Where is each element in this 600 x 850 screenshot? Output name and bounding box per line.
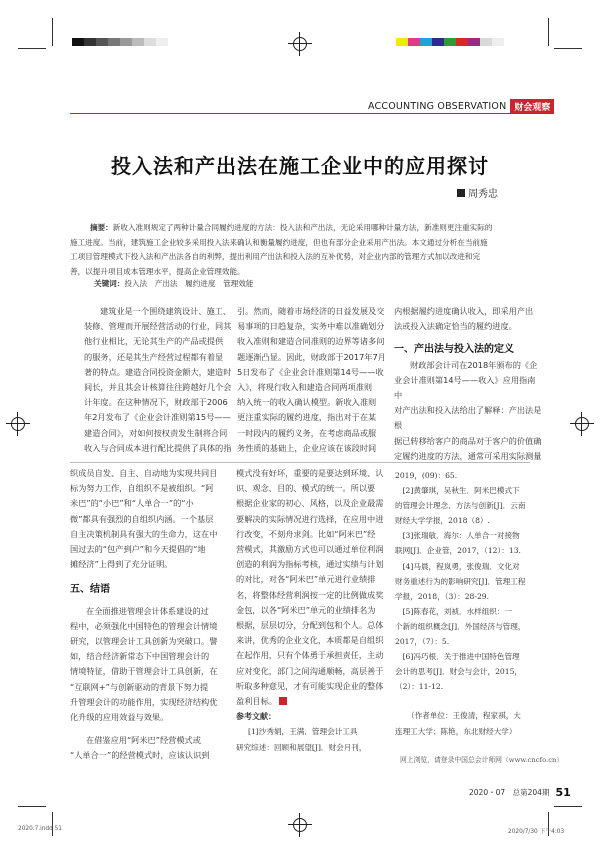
body-line: 听取多种意见，才有可能实现企业的整体	[236, 680, 384, 691]
references-title: 参考文献：	[236, 712, 276, 722]
body-line: 装修、管理而开展经营活动的行业，同其	[84, 321, 232, 332]
reference-line: [1]沙秀娟，王满．管理会计工具	[248, 727, 358, 737]
body-line: “人单合一”的经营模式时，应该认识到	[70, 750, 210, 761]
body-line: 的对比，对各“阿米巴”单元进行业绩排	[236, 574, 376, 585]
reference-line: 的管理会计理念、方法与创新[J]．云南	[395, 501, 526, 511]
body-line: 创造的利润为指标考核，通过实绩与计划	[236, 559, 384, 570]
reference-line: [4]马晨，程岚勇，张俊瑞．文化对	[395, 561, 520, 571]
body-line: 建造合同》，对如何按权责发生制将合同	[84, 427, 228, 438]
body-line: 升管理会计的功能作用，实现经济结构优	[70, 696, 218, 707]
body-line	[236, 694, 388, 709]
reference-line: 2019，(09)：65.	[395, 471, 458, 480]
crop-mark	[548, 18, 549, 46]
upper-column-2	[237, 304, 387, 456]
body-line: 要解决的实际情况进行选择，在应用中进	[236, 513, 384, 524]
square-bullet-icon	[457, 189, 465, 197]
body-line: 微”都具有强烈的自组织内涵。一个基层	[70, 513, 214, 524]
body-line: “互联网+”与创新驱动的背景下努力提	[70, 681, 209, 692]
body-line: 化升级的应用效益与效果。	[70, 712, 169, 723]
body-line: 根据企业家的初心、风格，以及企业最需	[236, 498, 384, 509]
upper-column-1	[84, 304, 232, 456]
color-bar	[396, 38, 504, 46]
registration-mark-icon	[6, 412, 30, 436]
abstract-line: 善，以提升项目成本管理水平，提高企业管理效能。	[70, 266, 245, 276]
registration-mark-icon	[288, 813, 312, 837]
references-list	[236, 724, 388, 754]
body-line: 情境特征，借助于管理会计工具创新，在	[70, 666, 218, 677]
body-line: 收入与合同成本进行配比提供了具体的指	[84, 442, 232, 453]
body-line: 易事项的日趋复杂，实务中难以准确划分	[237, 321, 385, 332]
body-line: 建筑业是一个围绕建筑设计、施工、	[100, 306, 232, 316]
body-line: 来讲，优秀的企业文化，本质都是自组织	[236, 635, 384, 646]
body-line: 国过去的“包产到户”和今天提倡的“地	[70, 544, 206, 555]
print-slug-right: 2020/7/30 下午4:03	[508, 829, 565, 835]
issue-info: 2020・07 总第204期	[469, 788, 550, 797]
lower-column-1	[70, 466, 230, 764]
section-divider	[70, 462, 530, 463]
author-line	[457, 185, 498, 200]
body-line: 引。然而，随着市场经济的日益发展及交	[237, 306, 385, 316]
body-line: 应对变化，部门之间沟通顺畅，高层善于	[236, 665, 384, 676]
body-line: 金包，以各“阿米巴”单元的业绩排名为	[236, 604, 376, 615]
body-line: 在借鉴应用“阿米巴”经营模式或	[86, 735, 201, 746]
crop-mark	[18, 806, 46, 807]
reference-line: （2）：11-12.	[395, 682, 444, 692]
reference-line: 研究综述：回顾和展望[J]．财会月刊，	[236, 742, 367, 752]
reference-line: 财经大学学报，2018（8）.	[395, 516, 490, 526]
reference-line: 个新的组织概念[J]．外国经济与管理，	[395, 621, 526, 631]
body-line-end: 盈利目标。	[236, 696, 277, 707]
abstract-line: 施工进度。当前，建筑施工企业较多采用投入法来确认和衡量履约进度，但也有部分企业采用产出法。本文通过分析在当前施	[70, 237, 488, 247]
body-line: 在全面推进管理会计体系建设的过	[86, 605, 209, 616]
body-line: 题逐渐凸显。因此，财政部于2017年7月	[237, 351, 386, 362]
body-line: 的服务，还是其生产经营过程都有着显	[84, 351, 224, 362]
body-line: 业会计准则第14号——收入》应用指南中	[394, 374, 536, 401]
reference-line: 学报，2018，（3）：28-29.	[395, 591, 490, 601]
keywords	[94, 278, 253, 289]
body-line: 标为努力工作，自组织不是被组织。“阿	[70, 483, 214, 494]
lower-column-2	[236, 466, 388, 755]
page-folio	[469, 786, 571, 799]
body-line: 财政部会计司在2018年颁布的《企	[410, 359, 538, 370]
crop-mark	[52, 812, 53, 836]
body-line: 定履约进度的方法，通常可采用实际测量	[394, 450, 542, 461]
body-line: 如，结合经济新常态下中国管理会计的	[70, 651, 210, 662]
lower-column-3	[395, 468, 545, 739]
body-line: 入》，将现行收入和建造合同两项准则	[237, 382, 373, 393]
section-banner	[368, 99, 554, 114]
header-rule	[70, 113, 530, 114]
section-heading: 五、结语	[70, 584, 110, 596]
keywords-label: 关键词：	[94, 279, 125, 288]
reference-line: [2]黄肇琪，吴秋生．阿米巴模式下	[395, 486, 520, 496]
crop-mark	[52, 18, 53, 46]
body-line: 务性质的基础上，企业应该在该段时间	[237, 442, 377, 453]
body-line: 间长，并且其会计核算往往跨越好几个会	[84, 382, 232, 393]
body-line: 收入准则和建造合同准则的边界等诸多问	[237, 336, 385, 347]
body-line: 著的特点。建造合同投资金额大，建造时	[84, 366, 232, 377]
body-line: 米巴”的“小巴”和“人单合一”的“小	[70, 498, 194, 509]
body-line: 摊经济”上得到了充分证明。	[70, 559, 173, 570]
body-line: 营模式，其激励方式也可以通过单位利润	[236, 544, 384, 555]
section-heading: 一、产出法与投入法的定义	[394, 344, 514, 356]
body-line: 织成员自发、自主、自动地为实现共同目	[70, 468, 218, 478]
page-number: 51	[555, 786, 571, 799]
end-mark-icon	[279, 697, 287, 705]
body-line: 行改变，不刻舟求剑。比如“阿米巴”经	[236, 528, 376, 539]
body-line: 研究，以管理会计工具创新为突破口。譬	[70, 636, 218, 647]
website-note: 网上浏览，请登录中国总会计师网（www.cncfo.cn）	[400, 756, 564, 764]
body-line: 一时段内的履约义务，在考虑商品或服	[237, 427, 377, 438]
body-line: 5日发布了《企业会计准则第14号——收	[237, 366, 384, 377]
reference-line: 财务重述行为的影响研究[J]．管理工程	[395, 576, 526, 586]
grayscale-bar	[72, 38, 168, 46]
body-line: 他行业相比，无论其生产的产品或提供	[84, 336, 224, 347]
crop-mark	[554, 806, 582, 807]
body-line: 名，将整体经营利润按一定的比例做成奖	[236, 589, 384, 600]
print-slug-left: 2020.7.indd 51	[18, 826, 62, 832]
abstract-line: 新收入准则规定了两种计量合同履约进度的方法：投入法和产出法，无论采用哪种计量方法，新准则更注重实际的	[112, 223, 493, 232]
keywords-text: 投入法 产出法 履约进度 管理效能	[124, 279, 254, 288]
abstract-line: 工项目管理模式下投入法和产出法各自的利弊，提出利用产出法和投入法的互补优势，对企业内部的管理方式加以改进和完	[70, 252, 481, 262]
body-line: 纳入统一的收入确认模型。新收入准则	[237, 397, 377, 408]
body-line: 更注重实际的履约进度，指出对于在某	[237, 412, 377, 423]
body-line: 法或投入法确定恰当的履约进度。	[394, 321, 517, 332]
reference-line: 2017，（7）：5.	[395, 637, 450, 647]
reference-line: [6]冯巧根．关于推进中国特色管理	[395, 652, 520, 662]
body-line: 根据，层层切分，分配到包和个人。总体	[236, 620, 384, 631]
author-name: 周秀忠	[468, 189, 498, 200]
reference-line: [5]陈春花，刘祯．水样组织：一	[395, 606, 513, 616]
crop-mark	[554, 48, 582, 49]
abstract-label: 摘要：	[90, 223, 113, 232]
body-line: 识、观念、目的、模式的统一。所以要	[236, 483, 376, 494]
body-line: 模式没有好坏，重要的是要达到环境、认	[236, 468, 384, 478]
crop-mark	[18, 48, 46, 49]
body-line: 在起作用，只有个体勇于承担责任，主动	[236, 650, 384, 661]
affiliation-line: 连理工大学；陈艳，东北财经大学）	[395, 726, 517, 736]
abstract	[70, 221, 530, 279]
body-line: 计年度。在这种情况下，财政部于2006	[84, 397, 228, 408]
section-name: ACCOUNTING OBSERVATION	[368, 101, 507, 112]
body-line: 内根据履约进度确认收入，即采用产出	[394, 306, 534, 316]
reference-line: 联网[J]．企业管，2017，（12）：13.	[395, 546, 521, 556]
upper-column-3	[394, 304, 542, 464]
section-tag: 财会观察	[510, 99, 554, 114]
registration-mark-icon	[288, 32, 312, 56]
affiliation-line: （作者单位：王俊清，程家祺，大	[407, 711, 521, 721]
reference-line: [3]张瑞敏．海尔：人单合一对接物	[395, 531, 520, 541]
body-line: 据已转移给客户的商品对于客户的价值确	[394, 435, 542, 446]
body-line: 自主决策机制具有强大的生命力，这在中	[70, 528, 218, 539]
body-line: 年2月发布了《企业会计准则第15号——	[84, 412, 231, 423]
reference-line: 会计的思考[J]．财会与会计，2015，	[395, 667, 523, 677]
body-line: 程中，必须强化中国特色的管理会计情境	[70, 620, 218, 631]
body-line: 对产出法和投入法给出了解释：产出法是根	[394, 405, 542, 431]
article-title: 投入法和产出法在施工企业中的应用探讨	[111, 154, 489, 178]
registration-mark-icon	[570, 412, 594, 436]
